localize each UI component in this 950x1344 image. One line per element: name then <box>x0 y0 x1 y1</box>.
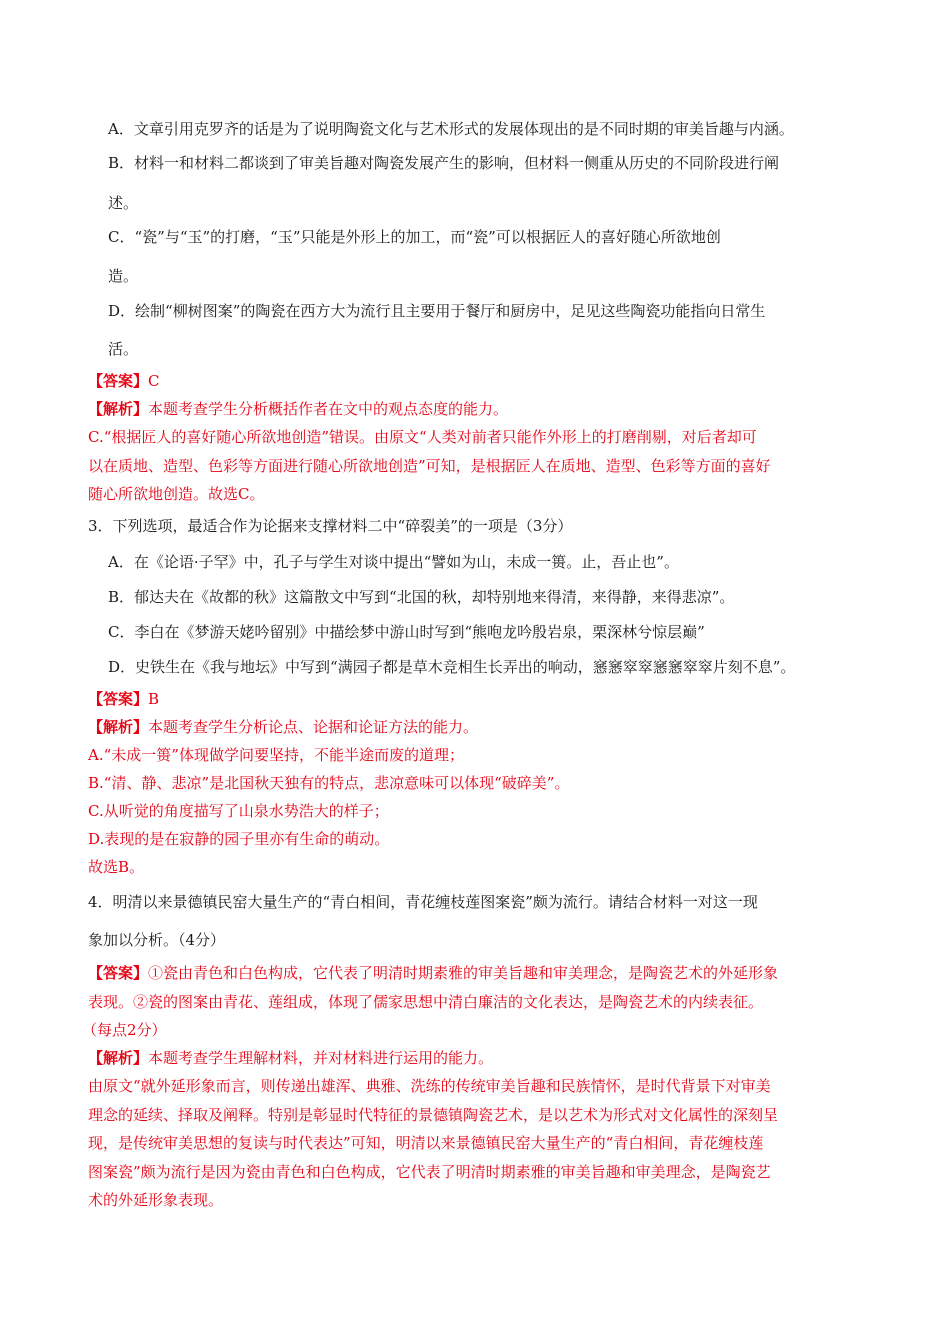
q3-question: 3．下列选项，最适合作为论据来支撑材料二中“碎裂美”的一项是（3分） <box>88 517 573 535</box>
analysis-intro-text: 本题考查学生理解材料，并对材料进行运用的能力。 <box>148 1049 494 1067</box>
q3-option-c: C．李白在《梦游天姥吟留别》中描绘梦中游山时写到“熊咆龙吟殷岩泉，栗深林兮惊层巅” <box>108 623 705 641</box>
q2-option-d-line1: D．绘制“柳树图案”的陶瓷在西方大为流行且主要用于餐厅和厨房中，足见这些陶瓷功能指向日常生 <box>108 302 766 320</box>
answer-text: ①瓷由青色和白色构成，它代表了明清时期素雅的审美旨趣和审美理念，是陶瓷艺术的外延形象 <box>148 964 779 982</box>
q2-answer <box>88 370 160 392</box>
analysis-tag: 【解析】 <box>88 1049 149 1067</box>
q3-analysis-intro <box>88 716 478 738</box>
answer-tag: 【答案】 <box>88 372 149 390</box>
q3-answer <box>88 688 159 710</box>
q4-answer-line3: （每点2分） <box>82 1021 167 1039</box>
q2-option-c-line2: 造。 <box>108 267 139 285</box>
q4-question-line1: 4．明清以来景德镇民窑大量生产的“青白相间，青花缠枝莲图案瓷”颇为流行。请结合材料一对这一现 <box>88 893 758 911</box>
analysis-intro-text: 本题考查学生分析概括作者在文中的观点态度的能力。 <box>148 400 509 418</box>
q4-analysis-line2: 理念的延续、择取及阐释。特别是彰显时代特征的景德镇陶瓷艺术，是以艺术为形式对文化属性的深刻呈 <box>88 1106 779 1124</box>
q2-option-a: A．文章引用克罗齐的话是为了说明陶瓷文化与艺术形式的发展体现出的是不同时期的审美旨趣与内涵。 <box>108 120 794 138</box>
q2-option-d-line2: 活。 <box>108 340 139 358</box>
answer-tag: 【答案】 <box>88 690 149 708</box>
q3-option-a: A．在《论语·子罕》中，孔子与学生对谈中提出“譬如为山，未成一篑。止，吾止也”。 <box>108 553 679 571</box>
q4-analysis-line4: 图案瓷”颇为流行是因为瓷由青色和白色构成，它代表了明清时期素雅的审美旨趣和审美理念，是陶瓷艺 <box>88 1163 771 1181</box>
answer-value: C <box>148 372 160 390</box>
q4-analysis-intro <box>88 1047 493 1069</box>
q3-analysis-a: A.“未成一篑”体现做学问要坚持，不能半途而废的道理； <box>88 746 464 764</box>
q4-analysis-line3: 现，是传统审美思想的复读与时代表达”可知，明清以来景德镇民窑大量生产的“青白相间，青花缠枝莲 <box>88 1134 764 1152</box>
q2-option-b-line1: B．材料一和材料二都谈到了审美旨趣对陶瓷发展产生的影响，但材料一侧重从历史的不同阶段进行阐 <box>108 154 780 172</box>
analysis-tag: 【解析】 <box>88 400 149 418</box>
analysis-intro-text: 本题考查学生分析论点、论据和论证方法的能力。 <box>148 718 479 736</box>
answer-tag: 【答案】 <box>88 964 149 982</box>
q2-analysis-intro <box>88 398 508 420</box>
q4-answer-line1 <box>88 962 778 984</box>
q2-option-b-line2: 述。 <box>108 194 139 212</box>
q2-analysis-line3: 随心所欲地创造。故选C。 <box>88 485 265 503</box>
q4-analysis-line5: 术的外延形象表现。 <box>88 1191 224 1209</box>
q3-analysis-b: B.“清、静、悲凉”是北国秋天独有的特点，悲凉意味可以体现“破碎美”。 <box>88 774 570 792</box>
q2-analysis-line1: C.“根据匠人的喜好随心所欲地创造”错误。由原文“人类对前者只能作外形上的打磨削剔，对后者却可 <box>88 428 757 446</box>
q3-conclusion: 故选B。 <box>88 858 145 876</box>
q3-option-d: D．史铁生在《我与地坛》中写到“满园子都是草木竞相生长弄出的响动，窸窸窣窣窸窸窣窣片刻不息”。 <box>108 658 796 676</box>
q4-answer-line2: 表现。②瓷的图案由青花、莲组成，体现了儒家思想中清白廉洁的文化表达，是陶瓷艺术的内续表征。 <box>88 993 764 1011</box>
q4-question-line2: 象加以分析。（4分） <box>88 931 226 949</box>
q4-analysis-line1: 由原文“就外延形象而言，则传递出雄浑、典雅、洗练的传统审美旨趣和民族情怀，是时代背景下对审美 <box>88 1077 771 1095</box>
analysis-tag: 【解析】 <box>88 718 149 736</box>
answer-value: B <box>148 690 160 708</box>
q3-analysis-d: D.表现的是在寂静的园子里亦有生命的萌动。 <box>88 830 390 848</box>
q2-analysis-line2: 以在质地、造型、色彩等方面进行随心所欲地创造”可知，是根据匠人在质地、造型、色彩等方面的喜好 <box>88 457 771 475</box>
q3-analysis-c: C.从听觉的角度描写了山泉水势浩大的样子； <box>88 802 389 820</box>
q3-option-b: B．郁达夫在《故都的秋》这篇散文中写到“北国的秋，却特别地来得清，来得静，来得悲凉”。 <box>108 588 735 606</box>
q2-option-c-line1: C．“瓷”与“玉”的打磨，“玉”只能是外形上的加工，而“瓷”可以根据匠人的喜好随心所欲地创 <box>108 228 721 246</box>
